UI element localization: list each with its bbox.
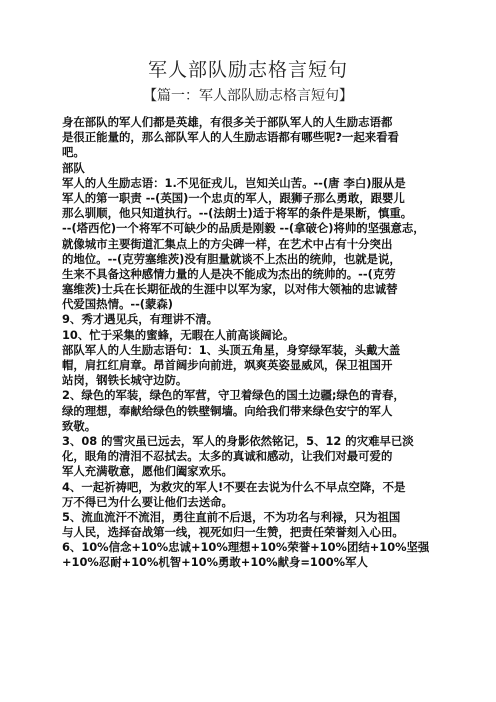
body-line: 致敬。 [62, 418, 97, 433]
body-line: 5、流血流汗不流泪，勇往直前不后退，不为功名与利禄，只为祖国 [62, 509, 401, 524]
body-line: 帽，肩扛红肩章。昂首阔步向前进，飒爽英姿显威风，保卫祖国开 [62, 358, 393, 372]
body-line: 站岗，钢铁长城守边防。 [62, 373, 188, 388]
body-line: 那么驯顺，他只知道执行。--(法朗士)适于将军的条件是果断，慎重。 [62, 206, 413, 221]
body-line: 军人的第一职责 --(英国)一个忠贞的军人，跟狮子那么勇敢，跟婴儿 [62, 190, 405, 205]
body-line: 万不得已为什么要让他们去送命。 [62, 494, 233, 509]
body-line: 2、绿色的军装，绿色的军营，守卫着绿色的国土边疆;绿色的青春， [62, 388, 405, 403]
body-line: 3、08 的雪灾虽已远去，军人的身影依然铭记，5、12 的灾难早已淡 [62, 433, 414, 448]
body-line: 部队军人的人生励志语句：1、头顶五角星，身穿绿军装，头戴大盖 [62, 342, 401, 357]
body-line: 9、秀才遇见兵，有理讲不清。 [62, 312, 219, 327]
body-line: 4、一起祈祷吧，为救灾的军人!不要在去说为什么不早点空降，不是 [62, 479, 406, 494]
document-subtitle: 【篇一：军人部队励志格言短句】 [143, 88, 353, 104]
body-line: 吧。 [62, 145, 85, 160]
body-line: 的地位。--(克劳塞维茨)没有胆量就谈不上杰出的统帅，也就是说， [62, 251, 401, 266]
body-line: 与人民，选择奋战第一线，视死如归一生赞，把责任荣誉刻入心田。 [62, 525, 404, 540]
body-line: 部队 [62, 160, 85, 175]
document-body [62, 115, 444, 571]
body-line: 化，眼角的清泪不忍拭去。太多的真诚和感动，让我们对最可爱的 [62, 449, 393, 464]
body-line: 军人的人生励志语：1.不见征戎儿，岂知关山苦。--(唐 李白)服从是 [62, 175, 406, 190]
body-line: 绿的理想，奉献给绿色的铁壁铜墙。向给我们带来绿色安宁的军人 [62, 403, 393, 418]
body-line: 生来不具备这种感情力量的人是决不能成为杰出的统帅的。--(克劳 [62, 266, 396, 281]
body-line: 代爱国热情。--(蒙森) [62, 297, 173, 312]
body-line: 10、忙于采集的蜜蜂，无暇在人前高谈阔论。 [62, 327, 295, 342]
body-line: --(塔西佗)一个将军不可缺少的品质是刚毅 --(拿破仑)将帅的坚强意志， [62, 221, 425, 236]
body-line: +10%忍耐+10%机智+10%勇敢+10%献身=100%军人 [62, 555, 368, 570]
body-line: 就像城市主要街道汇集点上的方尖碑一样，在艺术中占有十分突出 [62, 236, 393, 251]
body-line: 6、10%信念+10%忠诚+10%理想+10%荣誉+10%团结+10%坚强 [62, 540, 430, 555]
body-line: 军人充满敬意，愿他们阖家欢乐。 [62, 464, 233, 479]
body-line: 塞维茨)士兵在长期征战的生涯中以军为家，以对伟大领袖的忠诚替 [62, 282, 398, 297]
document-title: 军人部队励志格言短句 [147, 59, 348, 81]
body-line: 是很正能量的，那么部队军人的人生励志语都有哪些呢?一起来看看 [62, 130, 399, 145]
body-line: 身在部队的军人们都是英雄，有很多关于部队军人的人生励志语都 [62, 115, 393, 129]
